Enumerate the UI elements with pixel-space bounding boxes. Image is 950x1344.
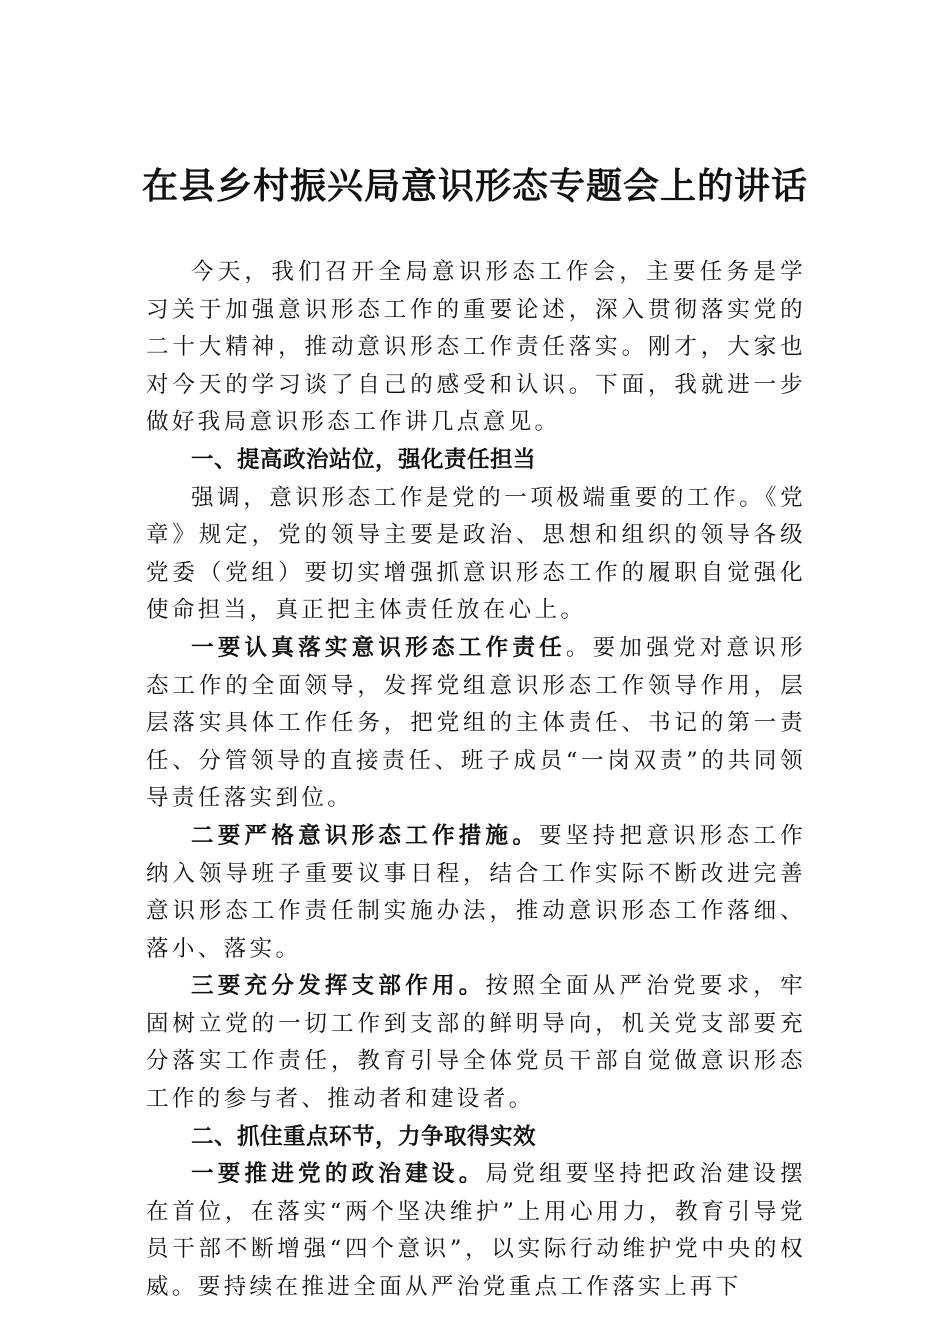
paragraph-intro: 今天，我们召开全局意识形态工作会，主要任务是学习关于加强意识形态工作的重要论述，深入贯彻落实党的二十大精神，推动意识形态工作责任落实。刚才，大家也对今天的学习谈了自己的感受和认识。下面，我就进一步做好我局意识形态工作讲几点意见。 (146, 259, 806, 436)
point-1-lead: 一要认真落实意识形态工作责任 (191, 634, 566, 661)
point-3-text: 按照全面从严治党要求，牢固树立党的一切工作到支部的鲜明导向，机关党支部要充分落实工作责任，教育引导全体党员干部自觉做意识形态工作的参与者、推动者和建设者。 (146, 973, 806, 1113)
document-title: 在县乡村振兴局意识形态专题会上的讲话 (141, 165, 808, 207)
paragraph-point-2 (146, 818, 806, 968)
point-3-lead: 三要充分发挥支部作用。 (191, 973, 486, 1000)
paragraph-point-3 (146, 968, 806, 1118)
point-2-text: 要坚持把意识形态工作纳入领导班子重要议事日程，结合工作实际不断改进完善意识形态工作责任制实施办法，推动意识形态工作落细、落小、落实。 (146, 822, 806, 962)
paragraph-section1-intro: 强调，意识形态工作是党的一项极端重要的工作。《党章》规定，党的领导主要是政治、思想和组织的领导各级党委（党组）要切实增强抓意识形态工作的履职自觉强化使命担当，真正把主体责任放在心上。 (146, 484, 806, 624)
paragraph-point-1 (146, 630, 806, 818)
section2-point-1-lead: 一要推进党的政治建设。 (191, 1161, 486, 1188)
point-1-text: 。要加强党对意识形态工作的全面领导，发挥党组意识形态工作领导作用，层层落实具体工作任务，把党组的主体责任、书记的第一责任、分管领导的直接责任、班子成员“一岗双责”的共同领导责任落实到位。 (146, 634, 806, 812)
section-heading-1: 一、提高政治站位，强化责任担当 (191, 446, 537, 473)
point-2-lead: 二要严格意识形态工作措施。 (191, 822, 540, 849)
section-heading-2: 二、抓住重点环节，力争取得实效 (191, 1123, 537, 1150)
document-body (146, 254, 806, 1307)
paragraph-section2-point-1 (146, 1156, 806, 1306)
section2-point-1-text: 局党组要坚持把政治建设摆在首位，在落实“两个坚决维护”上用心用力，教育引导党员干部不断增强“四个意识”，以实际行动维护党中央的权威。要持续在推进全面从严治党重点工作落实上再下 (146, 1161, 806, 1301)
